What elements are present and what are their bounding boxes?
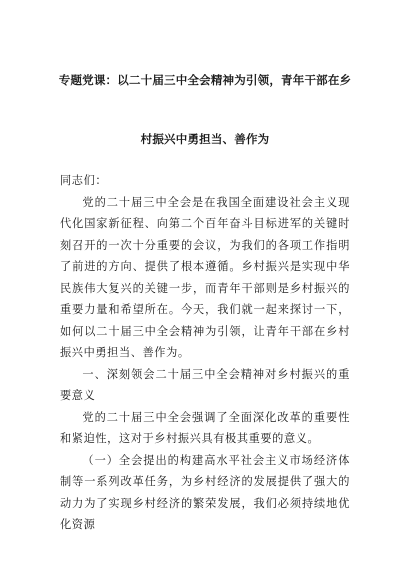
subsection-1-paragraph: （一）全会提出的构建高水平社会主义市场经济体制等一系列改革任务，为乡村经济的发展提供了强大的动力为了实现乡村经济的繁荣发展，我们必须持续地优化资源 <box>60 453 350 531</box>
document-title-line-1: 专题党课：以二十届三中全会精神为引领，青年干部在乡 <box>58 73 352 87</box>
section-1-paragraph: 党的二十届三中全会强调了全面深化改革的重要性和紧迫性，这对于乡村振兴具有极其重要的意义。 <box>60 410 350 445</box>
salutation: 同志们： <box>60 174 108 187</box>
section-heading-1: 一、深刻领会二十届三中全会精神对乡村振兴的重要意义 <box>60 367 350 402</box>
document-body <box>60 170 350 536</box>
intro-paragraph: 党的二十届三中全会是在我国全面建设社会主义现代化国家新征程、向第二个百年奋斗目标进军的关键时刻召开的一次十分重要的会议，为我们的各项工作指明了前进的方向、提供了根本遵循。乡村振兴是实现中华民族伟大复兴的关键一步，而青年干部则是乡村振兴的重要力量和希望所在。今天，我们就一起来探讨一下，如何以二十届三中全会精神为引领，让青年干部在乡村振兴中勇担当、善作为。 <box>60 195 350 359</box>
document-title-line-2: 村振兴中勇担当、善作为 <box>140 132 270 146</box>
